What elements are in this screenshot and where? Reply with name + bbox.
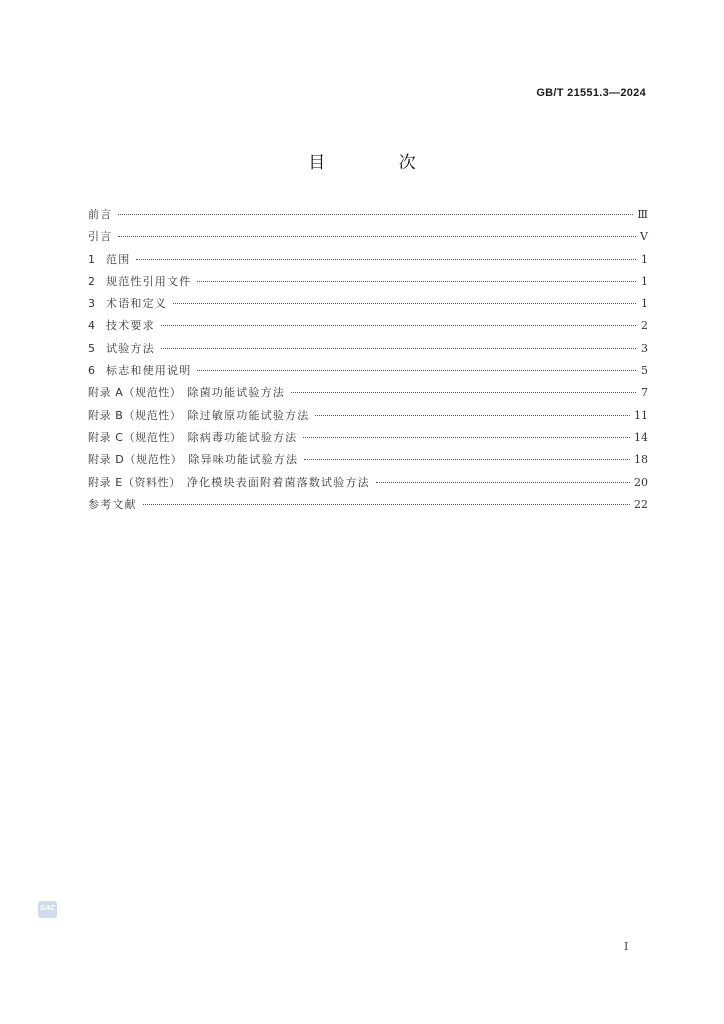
- toc-entry-page: 1: [641, 252, 648, 266]
- toc-entry-title: 规范性引用文件: [106, 274, 192, 288]
- toc-entry[interactable]: [88, 451, 648, 473]
- toc-entry[interactable]: [88, 362, 648, 384]
- toc-entry-title: 术语和定义: [106, 297, 167, 311]
- toc-entry-title: 引言: [88, 230, 113, 244]
- toc-entry-annex-label: 附录 D（规范性）: [88, 453, 183, 467]
- toc-entry-page: 11: [634, 408, 648, 422]
- toc-entry-page: 5: [641, 364, 648, 378]
- toc-entry-page: 20: [634, 475, 648, 489]
- toc-entry-page: 7: [641, 386, 648, 400]
- toc-entry-page: 14: [634, 430, 648, 444]
- toc-leader-dots: [118, 214, 633, 215]
- toc-entry-page: 3: [641, 341, 648, 355]
- watermark-text: SAC: [40, 904, 56, 912]
- toc-entry-page: 2: [641, 319, 648, 333]
- toc-entry-page: 1: [641, 297, 648, 311]
- toc-leader-dots: [376, 482, 630, 483]
- toc-leader-dots: [303, 437, 630, 438]
- toc-entry[interactable]: [88, 474, 648, 496]
- toc-entry-title: 范围: [106, 252, 131, 266]
- table-of-contents: [88, 206, 648, 518]
- toc-entry-page: 22: [634, 497, 648, 511]
- toc-entry-page: 1: [641, 274, 648, 288]
- page-title: 目 次: [308, 153, 450, 173]
- toc-entry-title: 技术要求: [106, 319, 155, 333]
- toc-entry[interactable]: [88, 340, 648, 362]
- toc-entry-number: 2: [88, 274, 95, 288]
- toc-entry-number: 4: [88, 319, 95, 333]
- toc-entry[interactable]: [88, 384, 648, 406]
- toc-entry[interactable]: [88, 407, 648, 429]
- toc-leader-dots: [315, 415, 630, 416]
- toc-entry[interactable]: [88, 206, 648, 228]
- toc-entry-number: 6: [88, 364, 95, 378]
- toc-entry-title: 除异味功能试验方法: [188, 453, 299, 467]
- toc-leader-dots: [291, 392, 636, 393]
- toc-entry[interactable]: [88, 317, 648, 339]
- toc-entry-title: 除菌功能试验方法: [187, 386, 286, 400]
- toc-entry[interactable]: [88, 496, 648, 518]
- toc-leader-dots: [136, 259, 636, 260]
- toc-entry-number: 1: [88, 252, 95, 266]
- toc-entry[interactable]: [88, 228, 648, 250]
- toc-leader-dots: [143, 504, 630, 505]
- toc-entry-number: 3: [88, 297, 95, 311]
- toc-entry-title: 净化模块表面附着菌落数试验方法: [186, 475, 370, 489]
- toc-entry-page: 18: [634, 453, 648, 467]
- toc-entry-title: 除病毒功能试验方法: [187, 430, 298, 444]
- toc-entry[interactable]: [88, 429, 648, 451]
- toc-entry[interactable]: [88, 295, 648, 317]
- toc-leader-dots: [161, 325, 636, 326]
- toc-entry-title: 除过敏原功能试验方法: [187, 408, 310, 422]
- toc-leader-dots: [118, 236, 636, 237]
- toc-entry[interactable]: [88, 273, 648, 295]
- toc-leader-dots: [173, 303, 636, 304]
- toc-entry-title: 标志和使用说明: [106, 364, 192, 378]
- toc-entry-title: 前言: [88, 208, 113, 221]
- page-number: Ⅰ: [624, 940, 629, 953]
- toc-entry-annex-label: 附录 B（规范性）: [88, 408, 182, 422]
- sac-logo-icon: [38, 901, 57, 918]
- toc-entry-annex-label: 附录 A（规范性）: [88, 386, 182, 400]
- toc-entry-title: 试验方法: [106, 341, 155, 355]
- standard-code: GB/T 21551.3—2024: [536, 87, 646, 99]
- toc-leader-dots: [197, 281, 636, 282]
- toc-entry-number: 5: [88, 341, 95, 355]
- toc-leader-dots: [197, 370, 636, 371]
- toc-leader-dots: [304, 459, 630, 460]
- toc-entry-annex-label: 附录 C（规范性）: [88, 430, 182, 444]
- toc-entry-page: Ⅲ: [637, 208, 648, 221]
- toc-entry-page: Ⅴ: [640, 230, 648, 244]
- toc-entry-annex-label: 附录 E（资料性）: [88, 475, 181, 489]
- toc-leader-dots: [161, 348, 636, 349]
- toc-entry-title: 参考文献: [88, 497, 137, 511]
- toc-entry[interactable]: [88, 251, 648, 273]
